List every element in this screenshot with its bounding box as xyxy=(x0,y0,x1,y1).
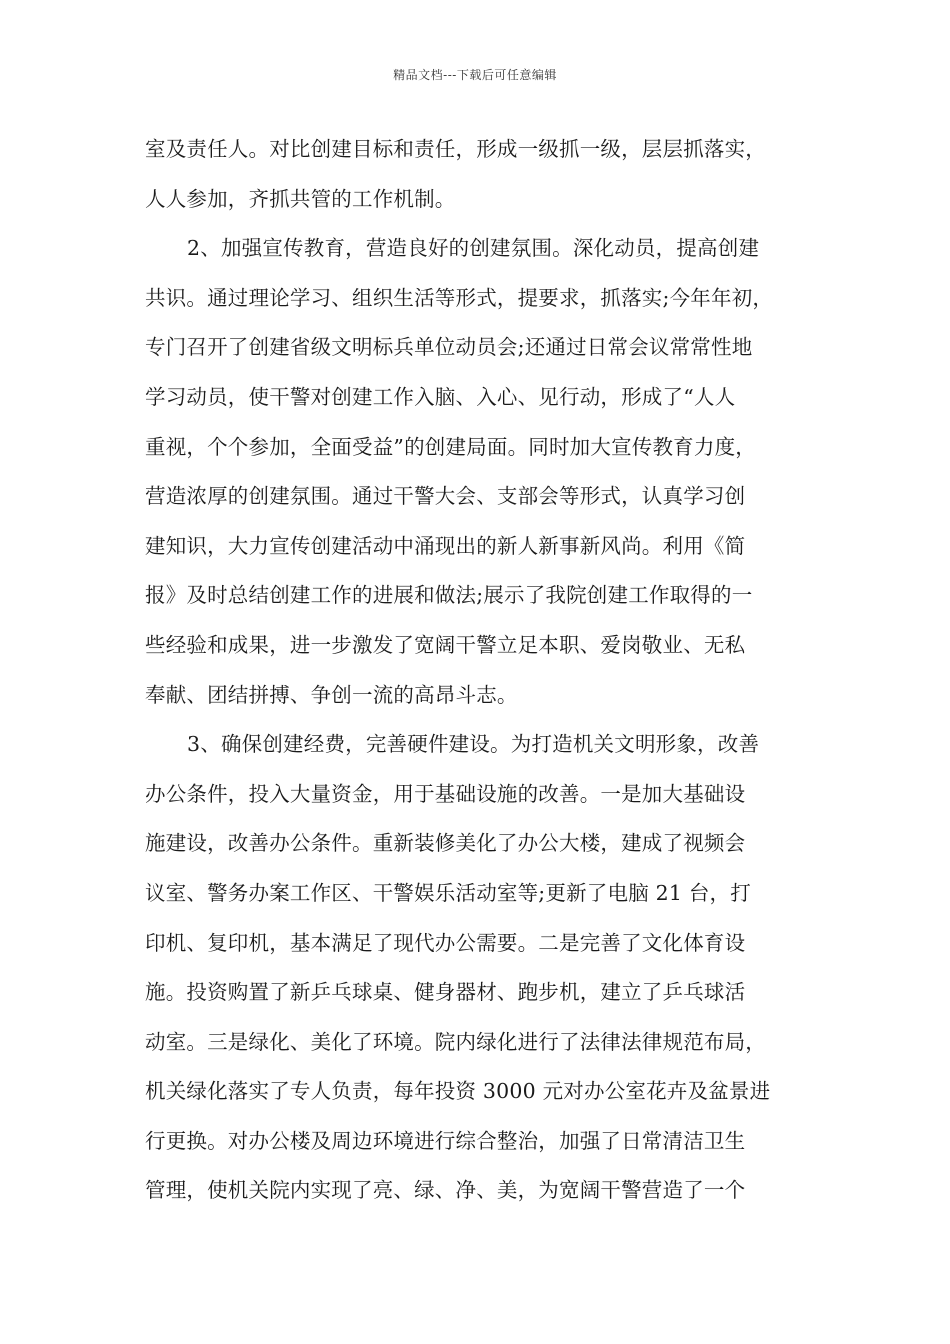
text-line: 机关绿化落实了专人负责，每年投资 3000 元对办公室花卉及盆景进 xyxy=(145,1079,771,1104)
page-header: 精品文档---下载后可任意编辑 xyxy=(393,68,557,82)
text-line: 办公条件，投入大量资金，用于基础设施的改善。一是加大基础设 xyxy=(145,781,746,806)
text-line: 动室。三是绿化、美化了环境。院内绿化进行了法律法律规范布局， xyxy=(145,1029,766,1054)
text-line: 管理，使机关院内实现了亮、绿、净、美，为宽阔干警营造了一个 xyxy=(145,1178,746,1203)
paragraph-start-line: 3、确保创建经费，完善硬件建设。为打造机关文明形象，改善 xyxy=(187,732,760,757)
text-line: 施建设，改善办公条件。重新装修美化了办公大楼，建成了视频会 xyxy=(145,831,746,856)
text-line: 室及责任人。对比创建目标和责任，形成一级抓一级，层层抓落实， xyxy=(145,137,766,161)
text-line: 施。投资购置了新乒乓球桌、健身器材、跑步机，建立了乒乓球活 xyxy=(145,980,746,1005)
text-line: 建知识，大力宣传创建活动中涌现出的新人新事新风尚。利用《简 xyxy=(145,533,746,558)
text-line: 报》及时总结创建工作的进展和做法;展示了我院创建工作取得的一 xyxy=(145,583,753,608)
text-line: 共识。通过理论学习、组织生活等形式，提要求，抓落实;今年年初， xyxy=(145,285,774,310)
text-line: 奉献、团结拼搏、争创一流的高昂斗志。 xyxy=(145,682,518,707)
text-line: 行更换。对办公楼及周边环境进行综合整治，加强了日常清洁卫生 xyxy=(145,1128,746,1153)
text-line: 学习动员，使干警对创建工作入脑、入心、见行动，形成了“人人 xyxy=(145,384,736,409)
document-body xyxy=(145,128,815,1219)
text-line: 营造浓厚的创建氛围。通过干警大会、支部会等形式，认真学习创 xyxy=(145,484,746,509)
text-line: 人人参加，齐抓共管的工作机制。 xyxy=(145,186,456,211)
text-line: 议室、警务办案工作区、干警娱乐活动室等;更新了电脑 21 台，打 xyxy=(145,880,751,905)
text-line: 专门召开了创建省级文明标兵单位动员会;还通过日常会议常常性地 xyxy=(145,335,753,360)
text-line: 重视，个个参加，全面受益”的创建局面。同时加大宣传教育力度， xyxy=(145,434,756,459)
text-line: 印机、复印机，基本满足了现代办公需要。二是完善了文化体育设 xyxy=(145,930,746,955)
text-line: 些经验和成果，进一步激发了宽阔干警立足本职、爱岗敬业、无私 xyxy=(145,632,746,657)
paragraph-start-line: 2、加强宣传教育，营造良好的创建氛围。深化动员，提高创建 xyxy=(187,236,760,261)
